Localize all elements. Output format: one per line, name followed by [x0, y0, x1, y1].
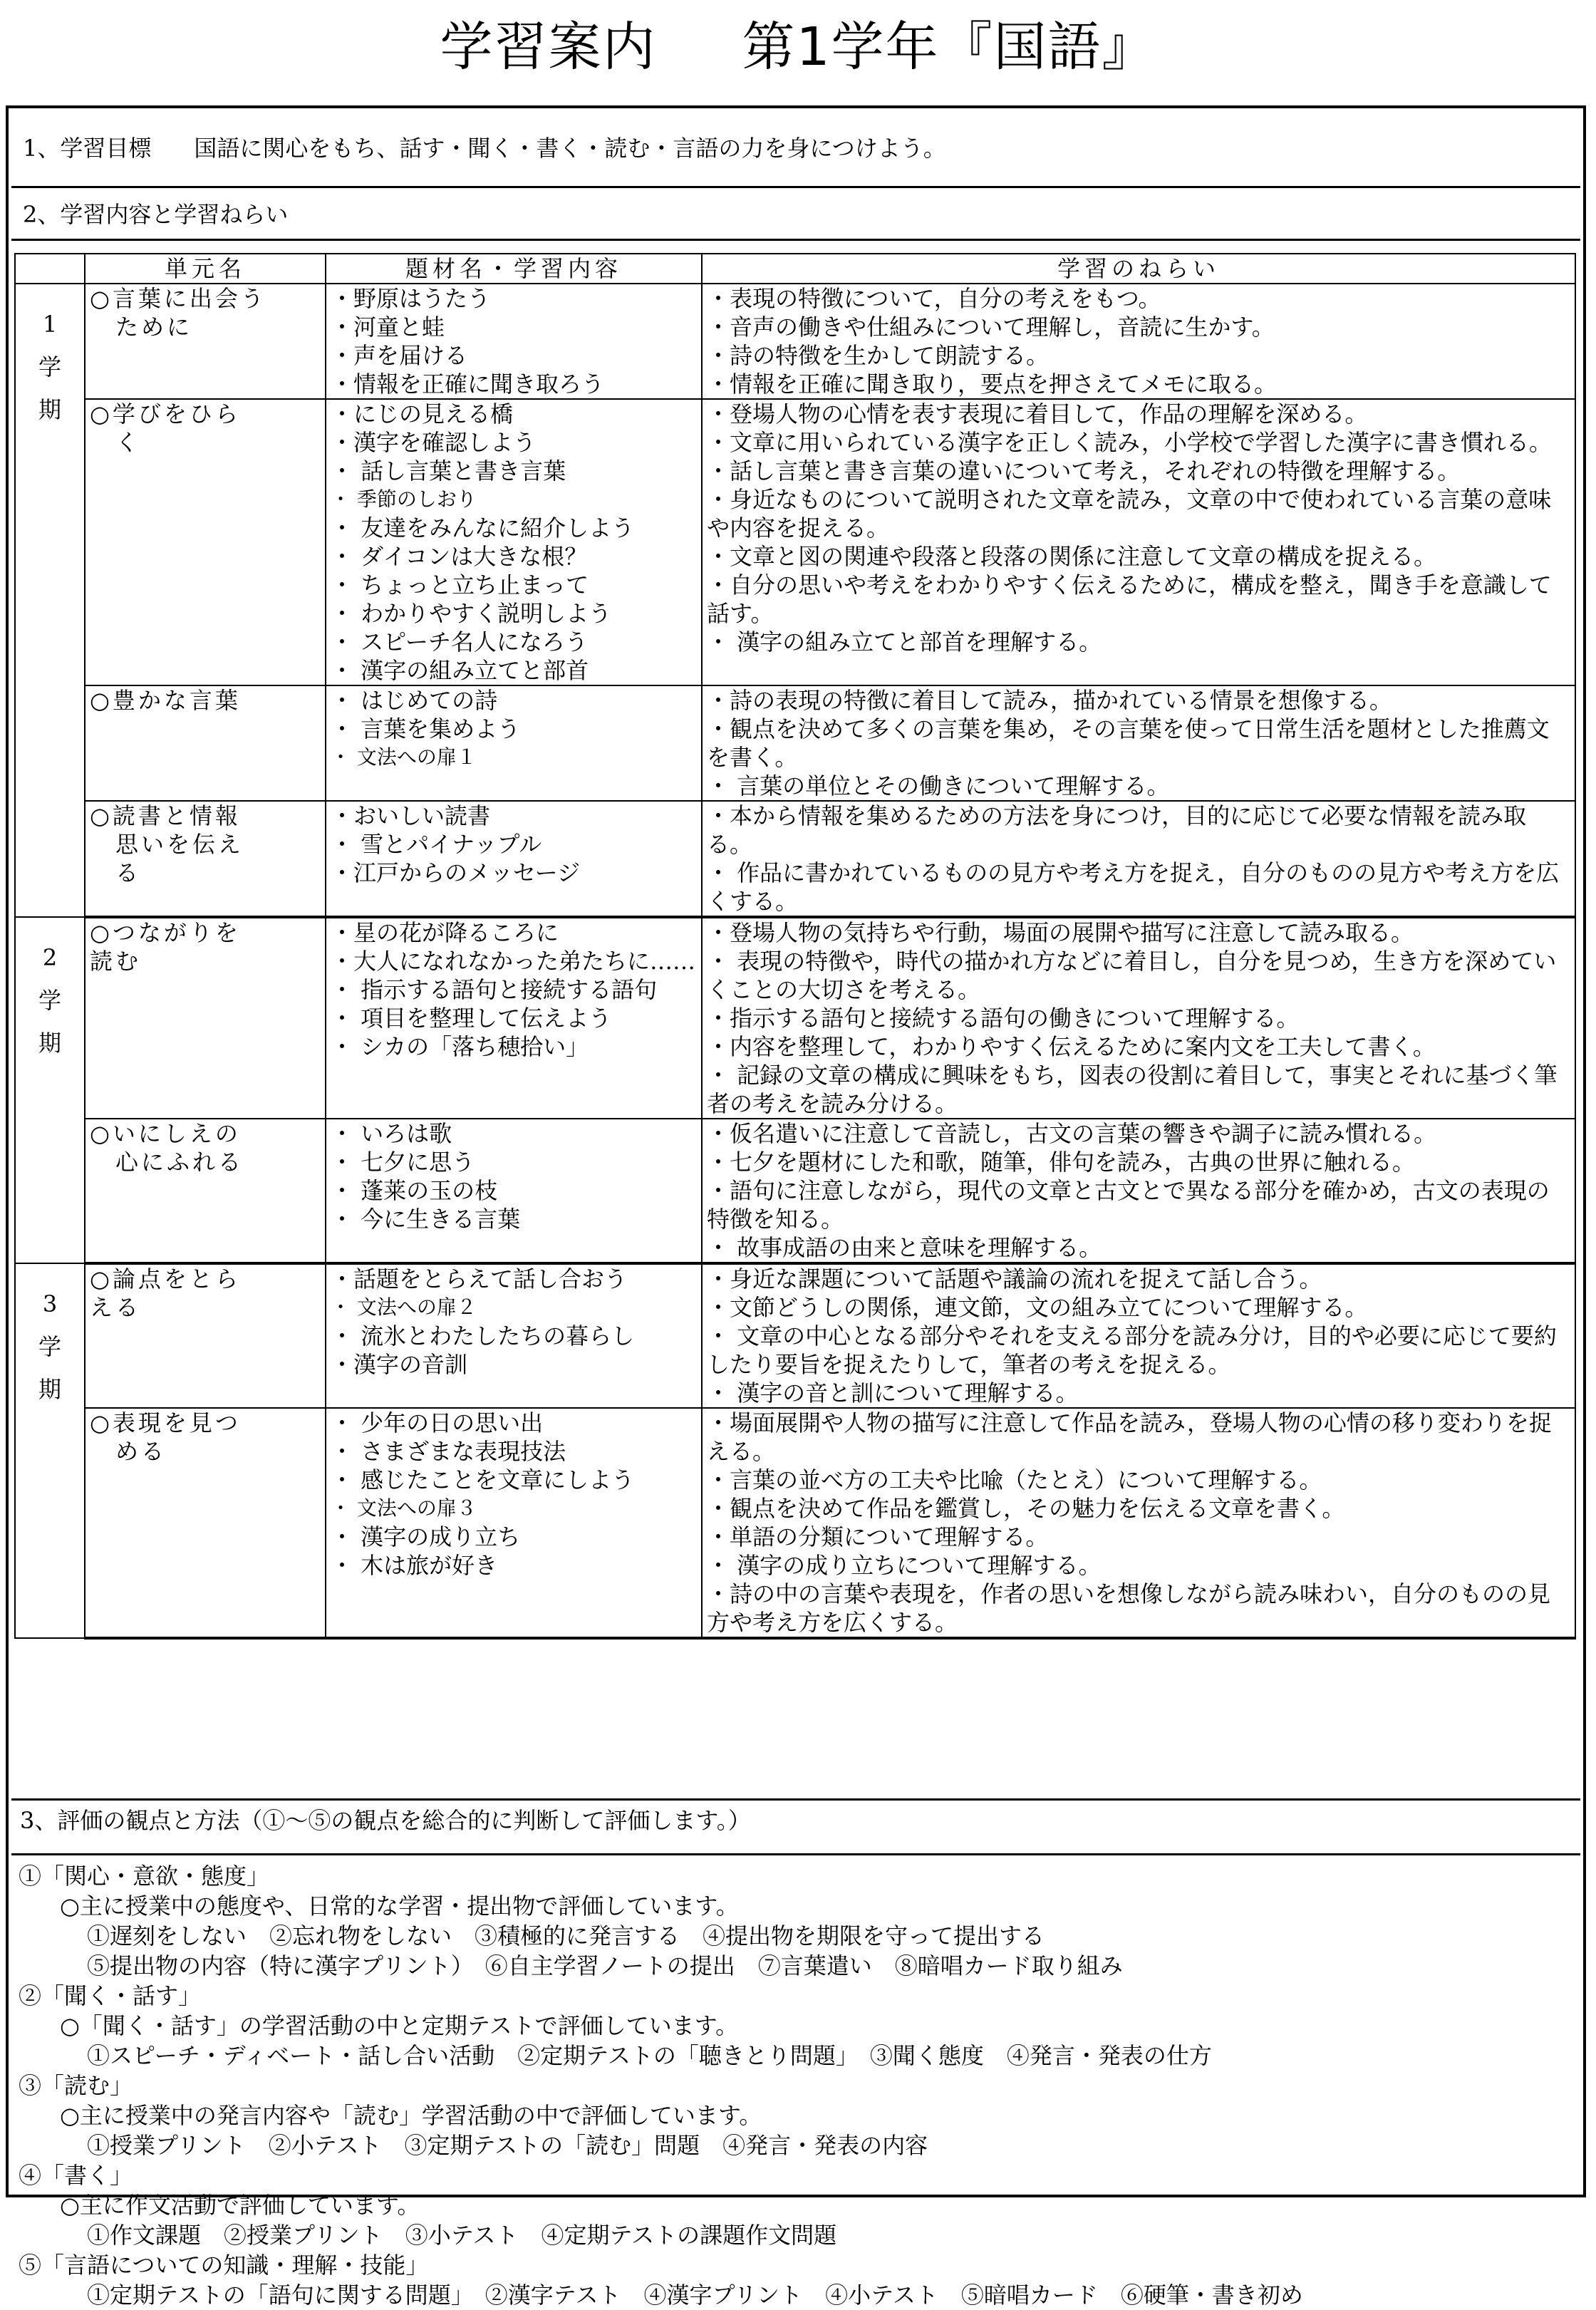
- evaluation-category: ⑤「言語についての知識・理解・技能」: [19, 2252, 429, 2279]
- aim-item: ・登場人物の気持ちや行動，場面の展開や描写に注意して読み取る。: [707, 919, 1414, 946]
- unit-name-line: ○いにしえの: [90, 1120, 241, 1147]
- aim-cell: [702, 917, 1575, 1119]
- topic-item: ・大人になれなかった弟たちに……: [331, 948, 696, 975]
- evaluation-category: ①「関心・意欲・態度」: [19, 1863, 270, 1890]
- page-title: [0, 13, 1596, 81]
- table-row: [15, 801, 1575, 917]
- aim-item: ・ 記録の文章の構成に興味をもち，図表の役割に着目して，事実とそれに基づく筆者の考えを読み分ける。: [707, 1062, 1558, 1117]
- aim-item: ・ 作品に書かれているものの見方や考え方を捉え，自分のものの見方や考え方を広くする。: [707, 859, 1560, 915]
- topic-item: ・ シカの「落ち穂拾い」: [331, 1033, 589, 1060]
- aim-cell: [702, 1263, 1575, 1408]
- term-label-char: 学: [38, 1333, 61, 1360]
- topic-cell: [326, 1408, 702, 1638]
- table-row: [15, 685, 1575, 801]
- aim-item: ・観点を決めて作品を鑑賞し，その魅力を伝える文章を書く。: [707, 1495, 1345, 1522]
- aim-item: ・観点を決めて多くの言葉を集め，その言葉を使って日常生活を題材とした推薦文を書く。: [707, 715, 1550, 771]
- aim-item: ・言葉の並べ方の工夫や比喩（たとえ）について理解する。: [707, 1466, 1322, 1493]
- topic-item: ・ 漢字の成り立ち: [331, 1523, 521, 1550]
- table-row: [15, 1263, 1575, 1408]
- evaluation-category: ④「書く」: [19, 2162, 133, 2189]
- topic-item: ・おいしい読書: [331, 802, 491, 829]
- evaluation-description: ○「聞く・話す」の学習活動の中と定期テストで評価しています。: [60, 2012, 739, 2039]
- title-main: 学習案内: [440, 16, 657, 78]
- topic-cell: [326, 399, 702, 685]
- unit-name-line: 心にふれる: [90, 1149, 244, 1176]
- evaluation-item: [19, 1981, 1579, 2071]
- evaluation-category: ②「聞く・話す」: [19, 1982, 202, 2009]
- unit-name-line: る: [90, 859, 142, 886]
- topic-item: ・ 木は旅が好き: [331, 1552, 498, 1579]
- unit-name-cell: [85, 801, 326, 917]
- term-label-char: 期: [38, 396, 61, 423]
- topic-item: ・話題をとらえて話し合おう: [331, 1265, 628, 1293]
- topic-item: ・漢字の音訓: [331, 1351, 468, 1378]
- topic-item: ・ 感じたことを文章にしよう: [331, 1466, 635, 1493]
- aim-cell: [702, 685, 1575, 801]
- term-label-char: 学: [38, 353, 61, 380]
- unit-name-cell: [85, 1263, 326, 1408]
- topic-item: ・ 話し言葉と書き言葉: [331, 457, 566, 485]
- evaluation-criteria: ①スピーチ・ディベート・話し合い活動 ②定期テストの「聴きとり問題」 ③聞く態度 ④発言・発表の仕方: [87, 2042, 1212, 2069]
- unit-name-line: える: [90, 1294, 142, 1321]
- study-plan-body: [15, 284, 1575, 1638]
- unit-name-cell: [85, 685, 326, 801]
- aim-item: ・文節どうしの関係，連文節，文の組み立てについて理解する。: [707, 1294, 1368, 1321]
- evaluation-description: ○主に授業中の発言内容や「読む」学習活動の中で評価しています。: [60, 2102, 762, 2129]
- topic-cell: [326, 1263, 702, 1408]
- header-unit: 単元名: [85, 254, 326, 284]
- topic-item: ・ 季節のしおり: [331, 487, 477, 511]
- aim-item: ・仮名遣いに注意して音読し，古文の言葉の響きや調子に読み慣れる。: [707, 1120, 1437, 1147]
- term-label-char: 期: [38, 1030, 61, 1057]
- term-cell: [15, 284, 85, 917]
- topic-item: ・ 友達をみんなに紹介しよう: [331, 514, 635, 542]
- table-row: [15, 917, 1575, 1119]
- topic-cell: [326, 284, 702, 399]
- term-cell: [15, 1263, 85, 1638]
- topic-item: ・情報を正確に聞き取ろう: [331, 371, 605, 398]
- unit-name-cell: [85, 917, 326, 1119]
- study-plan-table: [14, 253, 1576, 1640]
- unit-name-line: ○論点をとら: [90, 1265, 241, 1293]
- term-label-char: 学: [38, 987, 61, 1014]
- aim-item: ・語句に注意しながら，現代の文章と古文とで異なる部分を確かめ，古文の表現の特徴を知る。: [707, 1177, 1550, 1233]
- aim-item: ・文章に用いられている漢字を正しく読み，小学校で学習した漢字に書き慣れる。: [707, 429, 1552, 456]
- evaluation-item: [19, 2160, 1579, 2250]
- unit-name-cell: [85, 1119, 326, 1263]
- evaluation-criteria: ①作文課題 ②授業プリント ③小テスト ④定期テストの課題作文問題: [87, 2222, 837, 2249]
- table-row: [15, 1119, 1575, 1263]
- unit-name-cell: [85, 284, 326, 399]
- aim-item: ・情報を正確に聞き取り，要点を押さえてメモに取る。: [707, 371, 1278, 398]
- topic-item: ・星の花が降るころに: [331, 919, 559, 946]
- topic-item: ・野原はうたう: [331, 285, 491, 312]
- aim-item: ・内容を整理して，わかりやすく伝えるために案内文を工夫して書く。: [707, 1033, 1436, 1060]
- evaluation-criteria: ①授業プリント ②小テスト ③定期テストの「読む」問題 ④発言・発表の内容: [87, 2132, 928, 2159]
- topic-item: ・ 少年の日の思い出: [331, 1409, 544, 1436]
- topic-item: ・ 今に生きる言葉: [331, 1206, 521, 1233]
- table-header-row: [15, 254, 1575, 284]
- header-aim: 学習のねらい: [702, 254, 1575, 284]
- topic-cell: [326, 685, 702, 801]
- unit-name-line: ○つながりを: [90, 919, 241, 946]
- topic-item: ・ 文法への扉１: [331, 745, 477, 769]
- unit-name-line: ○学びをひら: [90, 400, 241, 428]
- topic-item: ・ 七夕に思う: [331, 1149, 475, 1176]
- unit-name-line: 思いを伝え: [90, 831, 244, 858]
- topic-item: ・河童と蛙: [331, 314, 445, 341]
- unit-name-line: める: [90, 1438, 167, 1465]
- aim-item: ・ 漢字の組み立てと部首を理解する。: [707, 628, 1102, 656]
- aim-item: ・表現の特徴について，自分の考えをもつ。: [707, 285, 1161, 312]
- topic-item: ・ 言葉を集めよう: [331, 715, 521, 742]
- aim-item: ・詩の特徴を生かして朗読する。: [707, 342, 1050, 369]
- aim-item: ・ 言葉の単位とその働きについて理解する。: [707, 772, 1170, 799]
- unit-name-line: く: [90, 429, 142, 456]
- topic-item: ・ 蓬莱の玉の枝: [331, 1177, 498, 1204]
- aim-item: ・話し言葉と書き言葉の違いについて考え，それぞれの特徴を理解する。: [707, 457, 1461, 485]
- topic-item: ・ 文法への扉２: [331, 1295, 477, 1319]
- evaluation-item: [19, 2250, 1579, 2310]
- topic-item: ・江戸からのメッセージ: [331, 859, 581, 886]
- header-topic: 題材名・学習内容: [326, 254, 702, 284]
- aim-item: ・ 文章の中心となる部分やそれを支える部分を読み分け，目的や必要に応じて要約したり要旨を捉えたりして，筆者の考えを捉える。: [707, 1322, 1557, 1378]
- aim-item: ・ 表現の特徴や，時代の描かれ方などに着目し，自分を見つめ，生き方を深めていくことの大切さを考える。: [707, 948, 1557, 1003]
- aim-item: ・音声の働きや仕組みについて理解し，音読に生かす。: [707, 314, 1275, 341]
- aim-cell: [702, 399, 1575, 685]
- evaluation-criteria: ①定期テストの「語句に関する問題」 ②漢字テスト ④漢字プリント ④小テスト ⑤暗唱カード ⑥硬筆・書き初め: [87, 2281, 1303, 2309]
- topic-item: ・ いろは歌: [331, 1120, 452, 1147]
- aim-cell: [702, 801, 1575, 917]
- topic-cell: [326, 917, 702, 1119]
- topic-item: ・にじの見える橋: [331, 400, 514, 428]
- aim-item: ・ 漢字の音と訓について理解する。: [707, 1379, 1079, 1407]
- topic-item: ・ 指示する語句と接続する語句: [331, 976, 658, 1003]
- term-label-char: 3: [42, 1290, 58, 1317]
- aim-item: ・文章と図の関連や段落と段落の関係に注意して文章の構成を捉える。: [707, 543, 1437, 570]
- topic-item: ・ ダイコンは大きな根？: [331, 543, 588, 570]
- table-row: [15, 399, 1575, 685]
- unit-name-line: ○読書と情報: [90, 802, 241, 829]
- topic-item: ・ 流氷とわたしたちの暮らし: [331, 1322, 635, 1350]
- topic-item: ・ 漢字の組み立てと部首: [331, 657, 589, 684]
- unit-name-cell: [85, 1408, 326, 1638]
- evaluation-item: [19, 1861, 1579, 1981]
- aim-item: ・七夕を題材にした和歌，随筆，俳句を読み，古典の世界に触れる。: [707, 1149, 1415, 1176]
- aim-item: ・ 故事成語の由来と意味を理解する。: [707, 1234, 1102, 1261]
- unit-name-cell: [85, 399, 326, 685]
- topic-cell: [326, 801, 702, 917]
- aim-cell: [702, 1119, 1575, 1263]
- aim-cell: [702, 1408, 1575, 1638]
- aim-item: ・単語の分類について理解する。: [707, 1523, 1049, 1550]
- topic-item: ・ さまざまな表現技法: [331, 1438, 566, 1465]
- aim-item: ・身近な課題について話題や議論の流れを捉えて話し合う。: [707, 1265, 1322, 1293]
- term-cell: [15, 917, 85, 1263]
- title-subject: 第1学年『国語』: [742, 16, 1156, 78]
- unit-name-line: 読む: [90, 948, 142, 975]
- document-frame: [6, 105, 1586, 2309]
- evaluation-heading: 3、評価の観点と方法（①～⑤の観点を総合的に判断して評価します。）: [11, 1798, 1580, 1855]
- aim-item: ・場面展開や人物の描写に注意して作品を読み，登場人物の心情の移り変わりを捉える。: [707, 1409, 1552, 1465]
- aim-item: ・本から情報を集めるための方法を身につけ，目的に応じて必要な情報を読み取る。: [707, 802, 1527, 858]
- table-row: [15, 1408, 1575, 1638]
- aim-item: ・詩の中の言葉や表現を，作者の思いを想像しながら読み味わい，自分のものの見方や考え方を広くする。: [707, 1580, 1551, 1636]
- aim-cell: [702, 284, 1575, 399]
- unit-name-line: ために: [90, 314, 193, 341]
- aim-item: ・詩の表現の特徴に着目して読み，描かれている情景を想像する。: [707, 687, 1392, 714]
- evaluation-item: [19, 2071, 1579, 2160]
- term-label-char: 2: [42, 944, 58, 971]
- aim-item: ・登場人物の心情を表す表現に着目して，作品の理解を深める。: [707, 400, 1368, 428]
- aim-item: ・指示する語句と接続する語句の働きについて理解する。: [707, 1005, 1300, 1032]
- topic-item: ・ ちょっと立ち止まって: [331, 571, 589, 599]
- evaluation-criteria: ①遅刻をしない ②忘れ物をしない ③積極的に発言する ④提出物を期限を守って提出する: [87, 1922, 1045, 1949]
- term-label-char: 期: [38, 1376, 61, 1403]
- topic-item: ・声を届ける: [331, 342, 468, 369]
- topic-item: ・ 文法への扉３: [331, 1496, 477, 1520]
- learning-goal-section: [11, 108, 1580, 188]
- unit-name-line: ○豊かな言葉: [90, 687, 241, 714]
- learning-goal-heading: 1、学習目標: [23, 135, 152, 162]
- evaluation-criteria: ⑤提出物の内容（特に漢字プリント） ⑥自主学習ノートの提出 ⑦言葉遣い ⑧暗唱カード取り組み: [87, 1952, 1123, 1979]
- topic-item: ・ 項目を整理して伝えよう: [331, 1005, 612, 1032]
- unit-name-line: ○表現を見つ: [90, 1409, 241, 1436]
- topic-item: ・ はじめての詩: [331, 687, 498, 714]
- learning-content-heading: 2、学習内容と学習ねらい: [11, 188, 1580, 241]
- aim-item: ・ 漢字の成り立ちについて理解する。: [707, 1552, 1102, 1579]
- evaluation-list: [19, 1861, 1579, 2310]
- table-row: [15, 284, 1575, 399]
- unit-name-line: ○言葉に出会う: [90, 285, 266, 312]
- topic-item: ・ 雪とパイナップル: [331, 831, 542, 858]
- header-term: [15, 254, 85, 284]
- term-label-char: 1: [42, 311, 58, 338]
- topic-item: ・ スピーチ名人になろう: [331, 628, 588, 656]
- learning-goal-text: 国語に関心をもち、話す・聞く・書く・読む・言語の力を身につけよう。: [194, 135, 946, 162]
- topic-item: ・ わかりやすく説明しよう: [331, 600, 612, 627]
- topic-cell: [326, 1119, 702, 1263]
- evaluation-category: ③「読む」: [19, 2072, 133, 2099]
- evaluation-description: ○主に授業中の態度や、日常的な学習・提出物で評価しています。: [60, 1892, 739, 1920]
- aim-item: ・自分の思いや考えをわかりやすく伝えるために，構成を整え，聞き手を意識して話す。: [707, 571, 1552, 627]
- topic-item: ・漢字を確認しよう: [331, 429, 537, 456]
- evaluation-description: ○主に作文活動で評価しています。: [60, 2192, 420, 2219]
- aim-item: ・身近なものについて説明された文章を読み，文章の中で使われている言葉の意味や内容を捉える。: [707, 486, 1552, 542]
